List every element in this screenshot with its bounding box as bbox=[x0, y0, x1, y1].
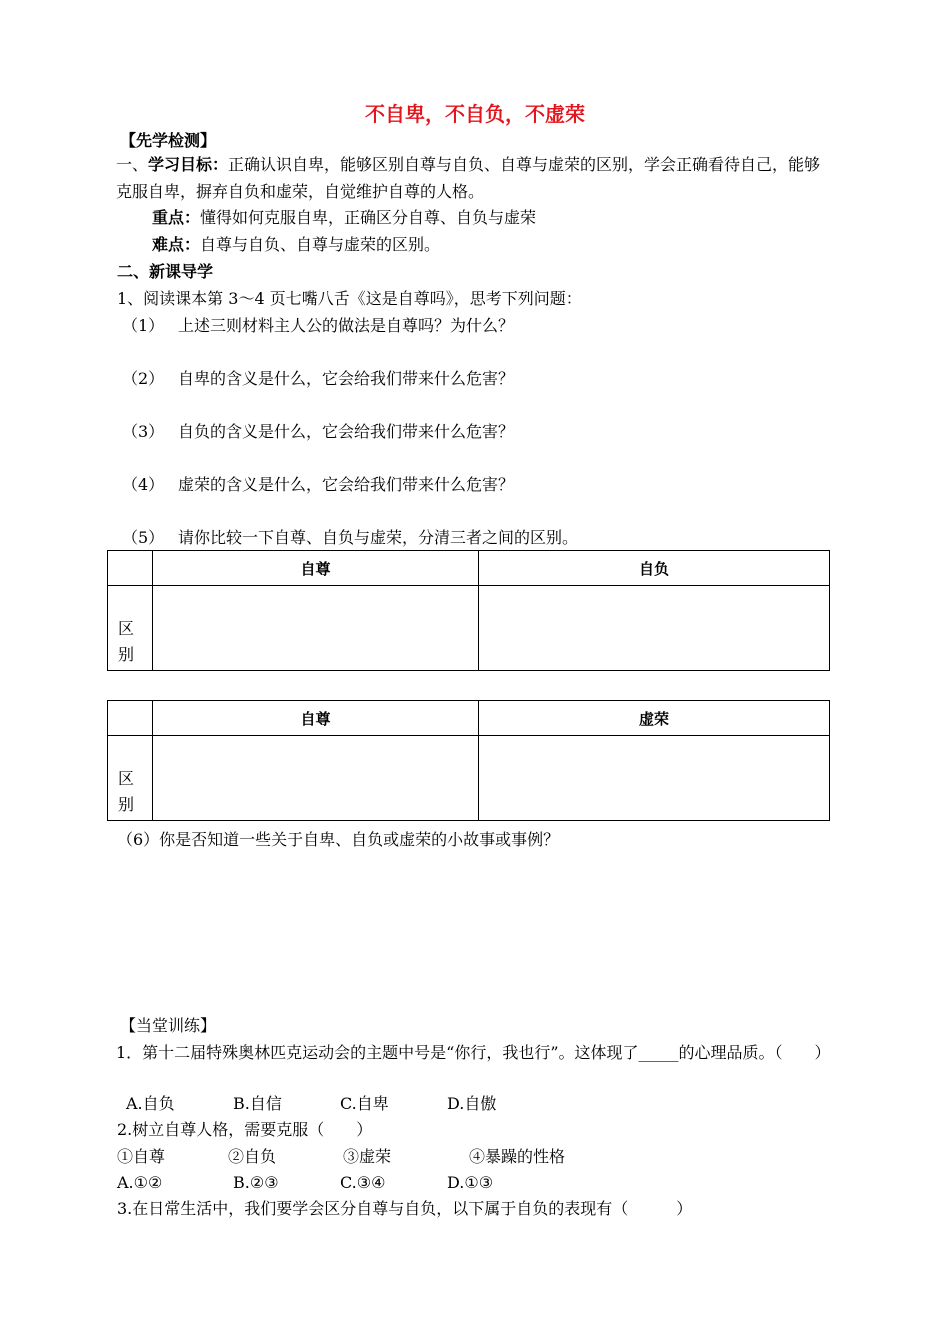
table2-corner-cell bbox=[108, 701, 153, 736]
table1-answer-cell-1[interactable] bbox=[153, 586, 479, 671]
objectives-label: 学习目标： bbox=[148, 155, 229, 174]
key-point-label: 重点： bbox=[152, 208, 201, 227]
section-practice: 【当堂训练】 bbox=[120, 1016, 217, 1035]
table1-corner-cell bbox=[108, 551, 153, 586]
table2-row-label: 区别 bbox=[118, 769, 135, 814]
key-point bbox=[152, 208, 536, 228]
comparison-table-self-respect-vs-vanity bbox=[107, 700, 830, 821]
table2-header-col1 bbox=[153, 701, 479, 736]
exercise-2-item-1: ①自尊 bbox=[117, 1147, 166, 1166]
question-5-num: （5） bbox=[122, 528, 165, 547]
exercise-1-option-a[interactable]: A.自负 bbox=[126, 1094, 175, 1113]
exercise-2-option-a[interactable]: A.①② bbox=[117, 1173, 163, 1192]
table1-answer-cell-2[interactable] bbox=[479, 586, 830, 671]
table1-header-col1 bbox=[153, 551, 479, 586]
table1-header-col2 bbox=[479, 551, 830, 586]
exercise-1-stem: 1．第十二届特殊奥林匹克运动会的主题中号是“你行，我也行”。这体现了_____的心理品质。（ ） bbox=[116, 1043, 831, 1062]
exercise-2-item-4: ④暴躁的性格 bbox=[469, 1147, 566, 1166]
table2-answer-cell-1[interactable] bbox=[153, 736, 479, 821]
exercise-2-item-3: ③虚荣 bbox=[343, 1147, 392, 1166]
table1-header-col2-text: 自负 bbox=[638, 559, 669, 578]
exercise-1-option-c[interactable]: C.自卑 bbox=[340, 1094, 389, 1113]
difficulty-text: 自尊与自负、自尊与虚荣的区别。 bbox=[200, 235, 441, 254]
exercise-2-stem: 2.树立自尊人格，需要克服（ ） bbox=[117, 1120, 373, 1139]
question-6: （6）你是否知道一些关于自卑、自负或虚荣的小故事或事例？ bbox=[117, 830, 560, 849]
objectives-text: 正确认识自卑，能够区别自尊与自负、自尊与虚荣的区别，学会正确看待自己，能够克服自卑，摒弃自负和虚荣，自觉维护自尊的人格。 bbox=[116, 155, 821, 201]
table2-row-label-cell bbox=[108, 736, 153, 821]
key-point-text: 懂得如何克服自卑，正确区分自尊、自负与虚荣 bbox=[200, 208, 537, 227]
table2-header-col2-text: 虚荣 bbox=[638, 709, 669, 728]
exercise-2-item-2: ②自负 bbox=[228, 1147, 277, 1166]
question-3-text: 自负的含义是什么，它会给我们带来什么危害？ bbox=[178, 422, 515, 441]
reading-instruction: 1、阅读课本第 3～4 页七嘴八舌《这是自尊吗》，思考下列问题： bbox=[117, 289, 582, 308]
objectives-prefix: 一、 bbox=[116, 155, 149, 174]
table2-answer-cell-2[interactable] bbox=[479, 736, 830, 821]
question-4-text: 虚荣的含义是什么，它会给我们带来什么危害？ bbox=[178, 475, 515, 494]
question-1-num: （1） bbox=[122, 316, 165, 335]
table2-header-col1-text: 自尊 bbox=[300, 709, 331, 728]
difficulty-label: 难点： bbox=[152, 235, 201, 254]
exercise-2-option-b[interactable]: B.②③ bbox=[233, 1173, 279, 1192]
exercise-2-option-d[interactable]: D.①③ bbox=[447, 1173, 494, 1192]
page-title: 不自卑，不自负，不虚荣 bbox=[365, 102, 585, 126]
question-4-num: （4） bbox=[122, 475, 165, 494]
table1-row-label-cell bbox=[108, 586, 153, 671]
objectives-paragraph bbox=[116, 151, 832, 205]
exercise-3-stem: 3.在日常生活中，我们要学会区分自尊与自负，以下属于自负的表现有（ ） bbox=[117, 1199, 693, 1218]
question-1-text: 上述三则材料主人公的做法是自尊吗？为什么？ bbox=[178, 316, 515, 335]
exercise-2-option-c[interactable]: C.③④ bbox=[340, 1173, 386, 1192]
section-new-lesson: 二、新课导学 bbox=[117, 262, 214, 281]
question-2-num: （2） bbox=[122, 369, 165, 388]
table2-header-col2 bbox=[479, 701, 830, 736]
question-5-text: 请你比较一下自尊、自负与虚荣，分清三者之间的区别。 bbox=[178, 528, 579, 547]
question-2-text: 自卑的含义是什么，它会给我们带来什么危害？ bbox=[178, 369, 515, 388]
exercise-1-option-d[interactable]: D.自傲 bbox=[447, 1094, 497, 1113]
table1-row-label: 区别 bbox=[118, 619, 135, 664]
comparison-table-self-respect-vs-conceit bbox=[107, 550, 830, 671]
exercise-1-option-b[interactable]: B.自信 bbox=[233, 1094, 282, 1113]
question-3-num: （3） bbox=[122, 422, 165, 441]
difficulty bbox=[152, 235, 440, 255]
table1-header-col1-text: 自尊 bbox=[300, 559, 331, 578]
section-pre-test: 【先学检测】 bbox=[120, 131, 217, 150]
